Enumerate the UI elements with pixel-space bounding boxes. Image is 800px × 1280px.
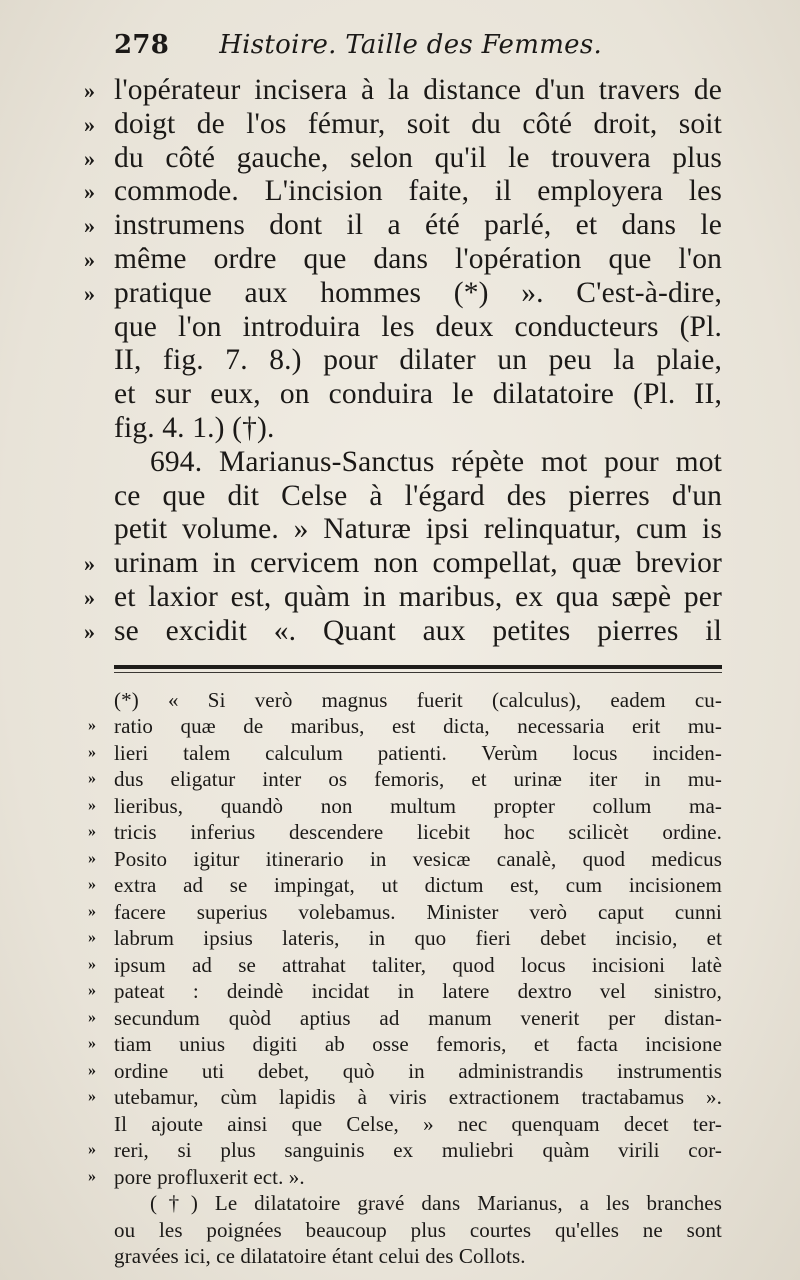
quote-mark: »: [88, 823, 97, 841]
text-line: [84, 209, 722, 243]
line-text: se excidit «. Quant aux petites pierres il: [114, 614, 722, 647]
line-text: même ordre que dans l'opération que l'on: [114, 242, 722, 275]
footnote-line: [88, 925, 722, 952]
text-line: [84, 74, 722, 108]
line-text: pratique aux hommes (*) ». C'est-à-dire,: [114, 276, 722, 309]
quote-mark: »: [88, 876, 97, 894]
quote-mark: »: [88, 717, 97, 735]
quote-mark: »: [84, 618, 96, 644]
line-text: lieribus, quandò non multum propter collum ma-: [114, 793, 722, 818]
text-line: [114, 378, 722, 412]
quote-mark: »: [88, 1008, 97, 1026]
quote-mark: »: [84, 246, 96, 272]
footnote-line: [114, 1243, 722, 1270]
line-text: ce que dit Celse à l'égard des pierres d'un: [114, 479, 722, 512]
line-text: dus eligatur inter os femoris, et urinæ iter in mu-: [114, 767, 722, 792]
quote-mark: »: [84, 280, 96, 306]
footnote-line: [88, 978, 722, 1005]
text-line: [114, 412, 722, 446]
quote-mark: »: [88, 902, 97, 920]
text-line: [114, 311, 722, 345]
paragraph-start-line: [114, 446, 722, 480]
line-text: II, fig. 7. 8.) pour dilater un peu la plaie,: [114, 344, 722, 377]
main-text: [84, 74, 722, 649]
quote-mark: »: [88, 770, 97, 788]
text-line: [114, 344, 722, 378]
footnote-line: [88, 872, 722, 899]
line-text: utebamur, cùm lapidis à viris extractionem tractabamus ».: [114, 1085, 722, 1110]
quote-mark: »: [88, 1061, 97, 1079]
footnote-line: [88, 952, 722, 979]
line-text: que l'on introduira les deux conducteurs (Pl.: [114, 310, 722, 343]
line-text: ratio quæ de maribus, est dicta, necessaria erit mu-: [114, 714, 722, 739]
quote-mark: »: [84, 145, 96, 171]
quote-mark: »: [88, 796, 97, 814]
line-text: reri, si plus sanguinis ex muliebri quàm virili cor-: [114, 1138, 722, 1163]
text-line: [84, 141, 722, 176]
line-text: petit volume. » Naturæ ipsi relinquatur, cum is: [114, 513, 722, 546]
line-text: pateat : deindè incidat in latere dextro vel sinistro,: [114, 979, 722, 1004]
text-line: [114, 480, 722, 514]
footnote-line: [88, 740, 722, 767]
line-text: et laxior est, quàm in maribus, ex qua sæpè per: [114, 580, 722, 613]
line-text: ordine uti debet, quò in administrandis instrumentis: [114, 1058, 722, 1083]
quote-mark: »: [88, 1035, 97, 1053]
footnote-line: [88, 1005, 722, 1032]
running-title: Histoire. Taille des Femmes.: [219, 30, 603, 60]
text-line: [84, 242, 722, 277]
footnote-line: [88, 1137, 722, 1164]
line-text: fig. 4. 1.) (†).: [114, 411, 275, 444]
footnote-line: [88, 899, 722, 926]
line-text: secundum quòd aptius ad manum venerit per distan-: [114, 1005, 722, 1030]
page-number: 278: [114, 30, 170, 60]
line-text: pore profluxerit ect. ».: [114, 1164, 305, 1189]
quote-mark: »: [84, 111, 96, 137]
line-text: labrum ipsius lateris, in quo fieri debet incisio, et: [114, 926, 722, 951]
footnote-line: [88, 713, 722, 740]
text-line: [84, 547, 722, 581]
footnote-line: [114, 1217, 722, 1244]
quote-mark: »: [88, 743, 97, 761]
running-header: [114, 30, 722, 74]
line-text: gravées ici, ce dilatatoire étant celui des Collots.: [114, 1244, 526, 1269]
line-text: l'opérateur incisera à la distance d'un travers de: [114, 74, 722, 106]
footnote-line: [114, 1190, 722, 1217]
footnote-line: [88, 1084, 722, 1111]
footnote-line: [88, 766, 722, 793]
text-line: [84, 175, 722, 209]
text-line: [84, 107, 722, 142]
line-text: doigt de l'os fémur, soit du côté droit, soit: [114, 107, 722, 140]
line-text: et sur eux, on conduira le dilatatoire (Pl. II,: [114, 378, 722, 411]
line-text: commode. L'incision faite, il employera les: [114, 175, 722, 208]
line-text: extra ad se impingat, ut dictum est, cum incisionem: [114, 873, 722, 898]
quote-mark: »: [88, 849, 97, 867]
footnote-rule: [114, 665, 722, 669]
line-text: ipsum ad se attrahat taliter, quod locus incisioni latè: [114, 952, 722, 977]
line-text: instrumens dont il a été parlé, et dans le: [114, 209, 722, 242]
line-text: tiam unius digiti ab osse femoris, et facta incisione: [114, 1032, 722, 1057]
footnote-line: [88, 1164, 722, 1191]
footnote-rule-thin: [114, 672, 722, 673]
footnote-line: [114, 687, 722, 714]
line-text: urinam in cervicem non compellat, quæ brevior: [114, 547, 722, 580]
quote-mark: »: [88, 1141, 97, 1159]
footnote-line: [88, 1031, 722, 1058]
footnote-line: [88, 846, 722, 873]
quote-mark: »: [84, 213, 96, 239]
line-text: tricis inferius descendere licebit hoc scilicèt ordine.: [114, 820, 722, 845]
quote-mark: »: [88, 1167, 97, 1185]
quote-mark: »: [84, 584, 96, 610]
quote-mark: »: [84, 179, 96, 205]
line-text: facere superius volebamus. Minister verò caput cunni: [114, 899, 722, 924]
line-text: ou les poignées beaucoup plus courtes qu'elles ne sont: [114, 1217, 722, 1242]
footnotes: [88, 687, 722, 1270]
line-text: Il ajoute ainsi que Celse, » nec quenquam decet ter-: [114, 1111, 722, 1136]
line-text: (*) « Si verò magnus fuerit (calculus), eadem cu-: [114, 687, 722, 712]
quote-mark: »: [88, 929, 97, 947]
footnote-line: [88, 793, 722, 820]
line-text: 694. Marianus-Sanctus répète mot pour mot: [150, 445, 722, 478]
footnote-line: [114, 1111, 722, 1138]
line-text: Posito igitur itinerario in vesicæ canalè, quod medicus: [114, 846, 722, 871]
quote-mark: »: [84, 78, 96, 103]
text-line: [84, 580, 722, 615]
footnote-line: [88, 819, 722, 846]
footnote-line: [88, 1058, 722, 1085]
text-line: [114, 513, 722, 547]
line-text: lieri talem calculum patienti. Verùm locus inciden-: [114, 740, 722, 765]
quote-mark: »: [88, 955, 97, 973]
text-line: [84, 614, 722, 649]
line-text: (†) Le dilatatoire gravé dans Marianus, a les branches: [150, 1191, 722, 1216]
text-line: [84, 276, 722, 311]
quote-mark: »: [88, 982, 97, 1000]
quote-mark: »: [88, 1088, 97, 1106]
line-text: du côté gauche, selon qu'il le trouvera plus: [114, 141, 722, 174]
quote-mark: »: [84, 551, 96, 577]
